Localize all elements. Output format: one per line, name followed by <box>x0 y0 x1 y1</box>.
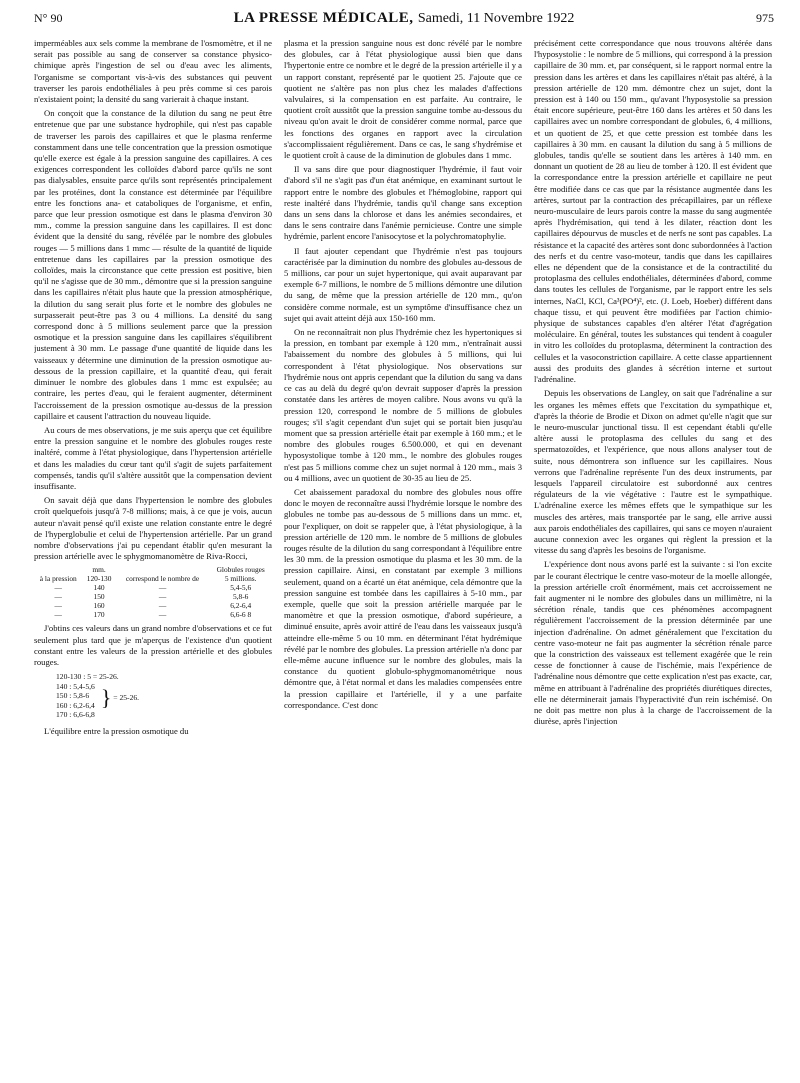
table-row: — 140 — 5,4-5,6 <box>54 583 252 593</box>
quotient-line: 120-130 : 5 = 25-26. <box>56 672 119 682</box>
paragraph: imperméables aux sels comme la membrane de l'osmomètre, et il ne serait pas possible au sang de conserver sa constance physico-chimique après l'ingestion de sel ou d'eau avec les aliments, l'organisme se comportant vis-à-vis des substances qui peuvent traverser les parois endothéliales à peu près comme si ces parois n'existaient point; la densité du sang varierait à chaque instant. <box>34 38 272 105</box>
paragraph: précisément cette correspondance que nous trouvons altérée dans l'hyposystolie : le nombre de 5 millions, qui correspond à la pression capillaire de 30 mm. et, par conséquent, si le rapport normal entre la pression dans les artères et dans les capillaires n'était pas altéré, à la pression artérielle de 120 mm. démontre chez un sujet, dont la pression est à 140 ou 150 mm., qu'avant l'hyposystolie sa pression était encore supérieure, peut-être 160 dans les artères et 50 dans les capillaires avec un nombre correspondant de globules, 6, 4 millions, et un quotient de 25, et que cette pression est tombée dans les capillaires à 30 mm. en causant la dilution du sang à 5 millions de globules, tandis qu'elle se soutient dans les artères à 140 mm. en donnant un quotient de 28 au lieu de tomber à 120. Il est évident que la correspondance entre la pression artérielle et capillaire ne peut être modifiée dans ce cas que par la résistance augmentée dans les artères, surtout par la contraction des précapillaires, par un réflexe neuro-musculaire de leurs parois contre la masse du sang augmentée après l'hydrémisation, qui tend à les dilater, réaction dont les capillaires dépourvus de muscles et de nerfs ne sont pas capables. La résistance et la capacité des artères sont donc subordonnées à l'action des nerfs et du centre vaso-moteur, tandis que dans les capillaires elles ne dépendent que de la consistance et de la contractilité du protoplasma des cellules endothéliales, déterminées d'abord, comme dans toutes les cellules de l'organisme, par le rapport entre les sels internes, NaCl, KCl, Ca³(PO⁴)², etc. (J. Loeb, Hoeber) différent dans chaque tissu, et qui peuvent être modifiées par l'action chimio-physique de substances capables d'en altérer l'état d'agrégation moléculaire. En général, toutes les substances qui tendent à coaguler in vitro les colloïdes du protoplasma, déterminent la contraction des cellules et la vasoconstriction capillaire. A cette classe appartiennent aussi des produits des glandes à sécrétion interne et surtout l'adrénaline. <box>534 38 772 385</box>
paragraph: Il faut ajouter cependant que l'hydrémie n'est pas toujours caractérisée par la diminution du nombre des globules au-dessous de 5 millions, car pour un sujet hypertonique, qui avait auparavant par exemple 6-7 millions, le nombre de 5 millions démontre une dilution du sang, de même que la pression artérielle de 120 mm., qu'on considère comme normale, est un symptôme d'insuffisance chez un sujet qui avait atteint déjà aux 150-160 mm. <box>284 245 522 323</box>
table-row: — 160 — 6,2-6,4 <box>54 601 252 611</box>
paragraph: J'obtins ces valeurs dans un grand nombre d'observations et ce fut seulement plus tard que je m'aperçus de l'existence d'un quotient constant entre les valeurs de la pression artérielle et des globules rouges. <box>34 623 272 667</box>
paragraph: On savait déjà que dans l'hypertension le nombre des globules croît quelquefois jusqu'à 7-8 millions; mais, à ce que je vois, aucun auteur n'avait pensé qu'il existe une relation constante entre le degré de l'hyperglobulie et celui de l'hypertension artérielle. Par un grand nombre d'observations j'ai pu cependant établir qu'en mesurant la pression artérielle avec le sphygmomanomètre de Riva-Rocci, <box>34 495 272 562</box>
quotient-line: 170 : 6,6-6,8 <box>56 710 95 720</box>
page-header <box>34 10 774 34</box>
article-columns <box>34 38 774 1083</box>
paragraph: On ne reconnaîtrait non plus l'hydrémie chez les hypertoniques si la pression, en tombant par exemple à 120 mm., n'entraînait aussi l'abaissement du nombre des globules à 5 millions, qui lui correspondent à l'état physiologique. Nos observations sur l'hydrémie nous ont appris cependant que la dilution du sang va dans ce cas au delà du degré qu'on devrait supposer d'après la pression constatée dans les artères de moyen calibre. Nous avons vu qu'à la pression 120, correspond le nombre de 5 millions de globules rouges; s'il s'agit cependant d'un sujet qui se portait bien jusqu'au moment que sa pression artérielle était par exemple à 160 mm.; et le nombre des globules rouges 6.500.000, et qui en devenant hyposystolique tombe à 120 mm., le nombre des globules rouges n'est pas 5 millions comme chez un sujet normal à 120 mm., mais 3 ou 4 millions, avec un quotient de 30-35 au lieu de 25. <box>284 327 522 483</box>
column-2 <box>284 38 522 1083</box>
journal-name: LA PRESSE MÉDICALE, <box>233 10 414 26</box>
quotient-line: 150 : 5,8-6 <box>56 691 90 701</box>
quotient-line: 140 : 5,4-5,6 <box>56 681 95 691</box>
column-1 <box>34 38 272 1083</box>
paragraph: L'équilibre entre la pression osmotique du <box>44 725 189 736</box>
table-row: — 150 — 5,8-6 <box>54 592 249 602</box>
table-header-mm: mm. <box>92 565 106 575</box>
paragraph: Depuis les observations de Langley, on sait que l'adrénaline a sur les organes les mêmes effets que l'excitation du sympathique et, d'après la théorie de Brodie et Dixon on admet qu'elle n'agit que sur le neuro-muscular junctional tissu. Il est cependant établi qu'elle altère aussi le protoplasma des cellules du sang et des spermatozoïdes, et l'expérience, que nous allons analyser tout de suite, nous démontrera son influence sur les capillaires. Nous verrons que l'adrénaline représente l'un des deux instruments, par lesquels l'appareil circulatoire est subordonné aux centres régulateurs de la vie végétative : l'autre est le sympathique. L'adrénaline exerce les mêmes effets que le sympathique sur les muscles des artères, mais transportée par le sang, elle arrive aussi aux parois endothéliales des capillaires, qui sans ce moyen n'auraient aucune connexion avec les organes qui règlent la pression et la vitesse du sang d'après les besoins de l'organisme. <box>534 388 772 556</box>
table-row: — 170 — 6,6-6 8 <box>54 610 252 620</box>
issue-number: N° 90 <box>34 11 63 25</box>
issue-date: Samedi, 11 Novembre 1922 <box>417 11 575 26</box>
paragraph: L'expérience dont nous avons parlé est la suivante : si l'on excite par le courant électrique le centre vaso-moteur de la moelle allongée, la pression artérielle croît énormément, mais cet accroissement ne fait augmenter ni le nombre des globules dans un millimètre, ni la sécrétion rénale, tandis que ces phénomènes accompagnent régulièrement l'accroissement de la pression déterminée par une injection d'adrénaline. On admet généralement que l'excitation du centre vaso-moteur ne fait pas augmenter la sécrétion rénale parce que la constriction des vaisseaux est tellement exagérée que le rein cesse de fonctionner à cause de l'ischémie, mais l'expérience de l'adrénaline nous démontre que cette explication n'est pas exacte, car, même en attribuant à l'adrénaline des propriétés diurétiques directes, elle ne déterminerait jamais l'hyperactivité d'un rein ischémisé. On ne doit pas mettre non plus à la charge de l'accroissement de la diurèse, après l'injection <box>534 559 772 727</box>
paragraph: plasma et la pression sanguine nous est donc révélé par le nombre des globules, car à l'état physiologique aussi bien que dans l'hypertonie entre ce nombre et le degré de la pression artérielle il y a un rapport constant, représenté par le quotient 25. J'ajoute que ce quotient ne s'altère pas non plus chez les malades d'affections valvulaires, si la compensation en est parfaite. Au contraire, le quotient croît aussitôt que la pression sanguine tombe au-dessous du niveau qu'on avait le droit de considérer comme normal, parce que les fonctions des organes en rapport avec la circulation s'accomplissaient régulièrement. Dans ce cas, le sang s'hydrémise et le quotient croît à cause de la diminution de globules dans 1 mmc. <box>284 38 522 161</box>
paragraph: Cet abaissement paradoxal du nombre des globules nous offre donc le moyen de reconnaître aussi l'hydrémie lorsque le nombre des globules ne tombe pas au-dessous de 5 millions dans un mmc. et, pour l'expliquer, on doit se rappeler que, à l'état physiologique, à la pression artérielle de 120 mm. le nombre de 5 millions de globules rouges résulte de la dilution du sang correspondant à l'équilibre entre les 30 mm. de la pression osmotique du plasma et les 30 mm. de la pression capillaire. Ainsi, en constatant par exemple 3 millions seulement, quand on a écarté un état anémique, cela démontre que la pression sanguine est tombée dans les capillaires à 5-10 mm., par exemple, quelle que soit la pression artérielle marquée par le manomètre et que la pression osmotique, d'abord supérieure, a diminué ensuite, après avoir attiré de l'eau dans les vaisseaux jusqu'à atteindre elle-même 5 ou 10 mm. en déterminant l'état hydrémique révélé par le nombre des globules. La pression artérielle n'a donc par elle-même aucune influence sur le nombre des globules, mais la constance du quotient globulo-sphygmomanométrique nous démontre que, à l'état normal et dans les maladies compensées entre la pression capillaire et l'artérielle, il y a une parfaite correspondance. C'est donc <box>284 486 522 710</box>
paragraph: On conçoit que la constance de la dilution du sang ne peut être entretenue que par une substance hydrophile, qui n'est pas capable de traverser les parois des capillaires et que le plasma renferme constamment dans une telle concentration que la pression osmotique qu'elle exerce est égale à la pression sanguine des capillaires. A ces exigences correspondent les colloïdes d'abord parce qu'ils ne sont pas dialysables, ensuite parce qu'ils sont représentés principalement par les protéines, dont la constance est déterminée par l'équilibre entre les fonctions ana- et cataboliques de l'organisme, et enfin, parce que leur pression osmotique est dans le plasma d'environ 30 mm., comme la pression sanguine dans les capillaires. Il est donc évident que la densité du sang, révélée par le nombre des globules rouges — 5 millions dans 1 mmc — résulte de la quantité de liquide entretenue dans les capillaires par la pression osmotique des colloïdes, mais la circonstance que cette pression est positive, bien qu'il ne s'agisse que de 30 mm., démontre que si la pression sanguine dans les capillaires n'était plus haute que la pression atmosphérique, la dilution du sang serait plus forte et le nombre des globules ne surpasserait peut-être pas 3 ou 4 millions. La densité du sang correspond donc à 5 millions seulement parce que la pression osmotique et la pression sanguine dans les capillaires s'équilibrent justement à 30 mm. Le passage d'une quantité de liquide dans les vaisseaux y détermine une diminution de la pression osmotique au-dessous de la pression capillaire, et la quantité d'eau, qui ferait diminuer le nombre des globules dans 1 mmc est expulsée; au contraire, les pertes d'eau, qui le feraient augmenter, déterminent l'accroissement de la pression osmotique au-dessus de la pression capillaire et causent l'attraction du nouveau liquide. <box>34 108 272 421</box>
quotient-equations <box>56 672 272 720</box>
page-number: 975 <box>755 11 774 25</box>
table-row: à la pression 120-130 correspond le nombre de 5 millions. <box>39 574 257 584</box>
quotient-line: 160 : 6,2-6,4 <box>56 700 95 710</box>
table-header-globules: Globules rouges <box>216 565 265 575</box>
column-3 <box>534 38 772 1083</box>
paragraph: Il va sans dire que pour diagnostiquer l'hydrémie, il faut voir d'abord s'il ne s'agit pas d'un état anémique, en examinant surtout le rapport entre le nombre des globules et l'hémoglobine, rapport qui reste inaltéré dans l'hydrémie, tandis qu'il change sans exception dans un sens dans la chlorose et dans les anémies secondaires, et dans le sens contraire dans l'anémie pernicieuse. Contre une simple hydrémie, parlent encore l'anisocytose et la polychromatophylie. <box>284 164 522 242</box>
paragraph: Au cours de mes observations, je me suis aperçu que cet équilibre entre la pression sanguine et le nombre des globules rouges reste inaltéré, comme à l'état physiologique, dans l'hypertension artérielle et dans les maladies du cœur tant qu'il s'agit de sujets parfaitement compensés, tandis qu'il s'altère aussitôt que la compensation devient insuffisante. <box>34 424 272 491</box>
running-title <box>234 10 575 27</box>
quotient-result: } = 25-26. <box>100 684 140 710</box>
pressure-globules-table <box>34 565 272 619</box>
